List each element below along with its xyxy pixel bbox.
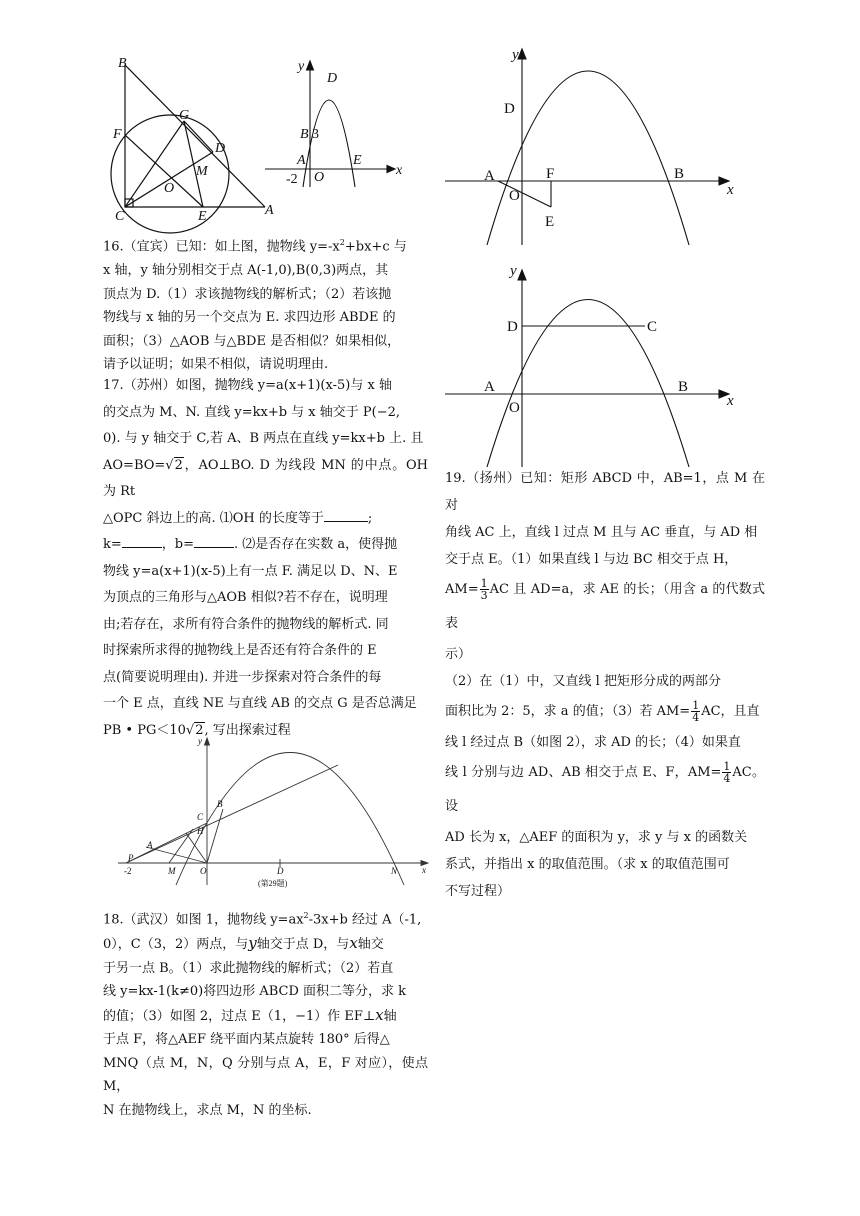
p18-line1b: -3x+b 经过 A（-1, <box>308 912 422 928</box>
label-C: C <box>115 209 125 224</box>
p18-line5a: 的值；（3）如图 2，过点 E（1，−1）作 EF⊥ <box>103 1008 376 1024</box>
fraction-numerator: 1 <box>692 699 700 712</box>
label-O: O <box>200 866 207 876</box>
p18-line8: N 在抛物线上，求点 M，N 的坐标. <box>103 1103 312 1119</box>
p18-superscript: 2 <box>303 911 309 920</box>
p18-line1a: 18.（武汉）如图 1，抛物线 y=ax <box>103 912 304 928</box>
p17-line7: 物线 y=a(x+1)(x-5)上有一点 F. 满足以 D、N、E <box>103 563 398 579</box>
label-B: B <box>300 127 309 142</box>
label-minus-2: -2 <box>124 866 132 876</box>
label-E: E <box>353 153 362 168</box>
p17-line4a: AO=BO= <box>103 457 166 473</box>
label-D: D <box>507 319 518 335</box>
fraction-numerator: 1 <box>723 760 731 773</box>
label-O: O <box>314 170 325 185</box>
p19-line1: 19.（扬州）已知：矩形 ABCD 中，AB=1，点 M 在对 <box>445 471 765 513</box>
p17-line11: 点(简要说明理由). 并进一步探索对符合条件的每 <box>103 669 382 685</box>
answer-blank-oh[interactable] <box>324 508 368 522</box>
p18-var-x: x <box>349 933 358 952</box>
axis-x-label: x <box>396 163 403 178</box>
p18-line6: 于点 F，将△AEF 绕平面内某点旋转 180° 后得△ <box>103 1032 390 1048</box>
label-A: A <box>297 153 306 168</box>
label-D: D <box>277 866 284 876</box>
axis-y-label: y <box>510 263 517 279</box>
p17-line3: 0). 与 y 轴交于 C,若 A、B 两点在直线 y=kx+b 上. 且 <box>103 431 424 446</box>
p18-line7: MNQ（点 M，N，Q 分别与点 A，E，F 对应），使点 M， <box>103 1055 428 1095</box>
label-A: A <box>484 379 495 395</box>
label-A: A <box>265 203 274 218</box>
fraction-denominator: 4 <box>692 711 700 724</box>
label-B: B <box>674 166 685 182</box>
p18-line3: 于另一点 B。（1）求此抛物线的解析式；（2）若直 <box>103 960 394 976</box>
fraction-denominator: 3 <box>480 589 488 602</box>
label-F: F <box>546 166 555 182</box>
fraction-one-third <box>480 578 489 601</box>
p17-line12: 一个 E 点，直线 NE 与直线 AB 的交点 G 是否总满足 <box>103 696 417 711</box>
p17-line9: 由;若存在，求所有符合条件的抛物线的解析式. 同 <box>103 616 389 632</box>
p19-line6: （2）在（1）中，又直线 l 把矩形分成的两部分 <box>445 674 721 689</box>
label-M: M <box>168 866 176 876</box>
label-F: F <box>113 127 122 142</box>
fraction-numerator: 1 <box>480 577 488 590</box>
parabola-figure-16 <box>265 55 415 190</box>
label-C: C <box>197 812 204 822</box>
p18-line2b: 轴交于点 D，与 <box>256 936 350 952</box>
axis-x-label: x <box>727 182 734 198</box>
p16-line6: 请予以证明；如果不相似，请说明理由. <box>103 357 329 373</box>
p16-line1b: +bx+c 与 <box>344 239 407 255</box>
p17-line5a: △OPC 斜边上的高. ⑴OH 的长度等于 <box>103 510 324 526</box>
p19-line4b: AC 且 AD=a，求 AE 的长；（用含 a 的代数式表 <box>445 582 765 631</box>
p17-line6a: k= <box>103 537 122 552</box>
p19-line8: 线 l 经过点 B（如图 2），求 AD 的长；（4）如果直 <box>445 735 741 750</box>
label-O: O <box>164 181 175 196</box>
p16-line1: 16.（宜宾）已知：如上图，抛物线 y=-x <box>103 239 340 255</box>
label-E: E <box>545 214 555 230</box>
p18-var-x2: x <box>375 1005 384 1024</box>
p17-line5b: ; <box>367 510 373 526</box>
label-B: B <box>118 56 127 71</box>
label-H: H <box>197 826 204 836</box>
p17-sqrt-2b: 2 <box>195 722 204 738</box>
label-A: A <box>484 168 495 184</box>
p19-line7b: AC，且直 <box>701 704 760 719</box>
label-3: 3 <box>312 127 319 142</box>
problem-16 <box>103 231 428 377</box>
p16-line5: 面积；（3）△AOB 与△BDE 是否相似？如果相似， <box>103 333 401 349</box>
p16-superscript: 2 <box>339 238 345 247</box>
label-N: N <box>391 866 398 876</box>
label-M: M <box>196 164 208 179</box>
p18-line4: 线 y=kx-1(k≠0)将四边形 ABCD 面积二等分，求 k <box>103 984 407 1000</box>
problem-17: 17.（苏州）如图，抛物线 y=a(x+1)(x-5)与 x 轴 的交点为 M、N. 直线 y=kx+b 与 x 轴交于 P(−2, 0). 与 y 轴交于 C,若 A、B 两点在直线 y=kx+b 上. 且 AO=BO=√2，AO⊥BO. D 为线段 MN 的中点。OH 为 Rt △OPC 斜边上的高. ⑴OH 的长度等于 ; k= ，b= . ⑵是否存在实数 a，使得抛 物线 y=a(x+1)(x-5)上有一点 F. 满足以 D、N、E 为顶点的三角形与△AOB 相似?若不存在，说明理 由;若存在，求所有符合条件的抛物线的解析式. 同 时探索所求得的抛物线上是否还有符合条件的 E 点(简要说明理由). 并进一步探索对符合条件的每 一个 E 点，直线 NE 与直线 AB 的交点 G 是否总满足 PB • PG＜10√2, 写出探索过程 <box>103 373 428 744</box>
parabola-figure-18-2 <box>445 262 745 472</box>
p18-line2a: 0），C（3，2）两点，与 <box>103 936 249 952</box>
label-D: D <box>215 141 226 156</box>
p18-line2c: 轴交 <box>357 936 384 952</box>
label-C: C <box>647 319 658 335</box>
p17-line13a: PB • PG＜10 <box>103 722 186 738</box>
axis-y-label: y <box>198 736 202 746</box>
label-G: G <box>179 108 190 123</box>
label-B: B <box>217 799 223 809</box>
problem-18 <box>103 904 428 1123</box>
answer-blank-b[interactable] <box>194 534 234 548</box>
label-minus-2: -2 <box>286 172 298 187</box>
p17-line8: 为顶点的三角形与△AOB 相似?若不存在，说明理 <box>103 590 388 605</box>
p18-var-y: y <box>248 933 257 952</box>
p17-line4b: ，AO⊥BO. D 为线段 MN 的中点。OH 为 Rt <box>103 457 428 499</box>
p17-line6c: . ⑵是否存在实数 a，使得抛 <box>234 537 398 552</box>
p19-line10: AD 长为 x，△AEF 的面积为 y，求 y 与 x 的函数关 <box>445 830 748 845</box>
label-O: O <box>509 400 520 416</box>
p17-line2: 的交点为 M、N. 直线 y=kx+b 与 x 轴交于 P(−2, <box>103 404 401 420</box>
p19-line3: 交于点 E。（1）如果直线 l 与边 BC 相交于点 H， <box>445 552 738 567</box>
fraction-one-quarter <box>691 700 700 723</box>
label-P: P <box>128 853 134 863</box>
p17-line10: 时探索所求得的抛物线上是否还有符合条件的 E <box>103 643 377 658</box>
figure-caption: (第29题) <box>258 879 288 888</box>
p19-line7a: 面积比为 2：5，求 a 的值；（3）若 AM= <box>445 704 691 719</box>
fraction-denominator: 4 <box>723 772 731 785</box>
answer-blank-k[interactable] <box>122 534 162 548</box>
p16-line2: x 轴，y 轴分别相交于点 A(-1,0),B(0,3)两点，其 <box>103 262 389 278</box>
label-D: D <box>504 101 515 117</box>
p17-line6b: ，b= <box>161 537 194 552</box>
problem-19 <box>445 465 765 905</box>
axis-x-label: x <box>422 865 426 875</box>
axis-x-label: x <box>727 393 734 409</box>
p17-line1: 17.（苏州）如图，抛物线 y=a(x+1)(x-5)与 x 轴 <box>103 378 392 393</box>
axis-y-label: y <box>298 59 305 74</box>
axis-y-label: y <box>512 47 519 63</box>
p16-line3: 顶点为 D.（1）求该抛物线的解析式；（2）若该抛 <box>103 286 392 302</box>
p19-line9b: AC。设 <box>445 765 765 814</box>
label-B: B <box>678 379 689 395</box>
label-O: O <box>509 188 520 204</box>
p19-line12: 不写过程） <box>445 884 511 899</box>
fraction-one-quarter-b <box>722 761 731 784</box>
parabola-figure-18-1 <box>445 45 745 260</box>
p18-line5b: 轴 <box>383 1008 397 1024</box>
label-A: A <box>147 840 153 850</box>
p19-line2: 角线 AC 上，直线 l 过点 M 且与 AC 垂直，与 AD 相 <box>445 525 758 540</box>
p19-line4a: AM= <box>445 582 479 597</box>
label-D: D <box>327 71 338 86</box>
p17-line13b: , 写出探索过程 <box>204 722 291 738</box>
p19-line11: 系式，并指出 x 的取值范围。（求 x 的取值范围可 <box>445 857 730 872</box>
p16-line4: 物线与 x 轴的另一个交点为 E. 求四边形 ABDE 的 <box>103 310 396 326</box>
p17-sqrt-2: 2 <box>174 457 183 473</box>
p19-line9a: 线 l 分别与边 AD、AB 相交于点 E、F，AM= <box>445 765 722 780</box>
label-E: E <box>198 209 207 224</box>
p19-line5: 示） <box>445 647 472 662</box>
parabola-figure-17 <box>118 735 438 895</box>
